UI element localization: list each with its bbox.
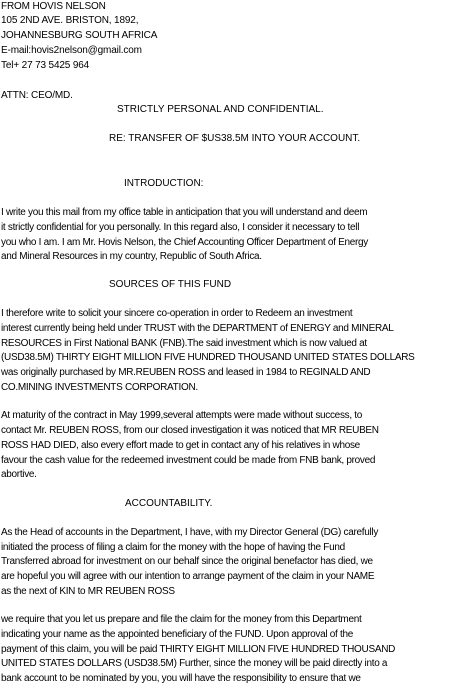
paragraph-line: Transferred abroad for investment on our behalf since the original benefactor has died, we [1, 556, 373, 567]
introduction-heading: INTRODUCTION: [124, 178, 204, 189]
paragraph-line: you who I am. I am Mr. Hovis Nelson, the Chief Accounting Officer Department of Energy [1, 237, 368, 248]
paragraph-line: (USD38.5M) THIRTY EIGHT MILLION FIVE HUNDRED THOUSAND UNITED STATES DOLLARS [1, 352, 415, 363]
paragraph-line: interest currently being held under TRUST with the DEPARTMENT of ENERGY and MINERAL [1, 323, 394, 334]
paragraph-line: was originally purchased by MR.REUBEN ROSS and leased in 1984 to REGINALD AND [1, 367, 371, 378]
paragraph-line: UNITED STATES DOLLARS (USD38.5M) Further, since the money will be paid directly into a [1, 658, 388, 669]
attention-line: ATTN: CEO/MD. [1, 90, 73, 101]
paragraph-line: as the next of KIN to MR REUBEN ROSS [1, 586, 175, 597]
paragraph-line: payment of this claim, you will be paid THIRTY EIGHT MILLION FIVE HUNDRED THOUSAND [1, 644, 396, 655]
paragraph-line: we require that you let us prepare and file the claim for the money from this Department [1, 614, 362, 625]
paragraph-line: CO.MINING INVESTMENTS CORPORATION. [1, 382, 198, 393]
sender-telephone: Tel+ 27 73 5425 964 [1, 60, 90, 71]
subject-line: RE: TRANSFER OF $US38.5M INTO YOUR ACCOUNT. [109, 133, 361, 144]
sender-from: FROM HOVIS NELSON [1, 1, 106, 12]
confidential-heading: STRICTLY PERSONAL AND CONFIDENTIAL. [117, 104, 324, 115]
sender-address-line1: 105 2ND AVE. BRISTON, 1892, [1, 15, 139, 26]
paragraph-line: bank account to be nominated by you, you will have the responsibility to ensure that we [1, 673, 361, 684]
paragraph-line: I therefore write to solicit your sincere co-operation in order to Redeem an investment [1, 308, 353, 319]
paragraph-line: it strictly confidential for you personally. In this regard also, I consider it necessary to tell [1, 222, 360, 233]
sources-heading: SOURCES OF THIS FUND [109, 279, 232, 290]
accountability-heading: ACCOUNTABILITY. [125, 498, 213, 509]
paragraph-line: contact Mr. REUBEN ROSS, from our closed investigation it was noticed that MR REUBEN [1, 425, 379, 436]
paragraph-line: are hopeful you will agree with our intention to arrange payment of the claim in your NAME [1, 571, 375, 582]
paragraph-line: and Mineral Resources in my country, Republic of South Africa. [1, 251, 262, 262]
paragraph-line: As the Head of accounts in the Department, I have, with my Director General (DG) carefully [1, 527, 379, 538]
paragraph-line: At maturity of the contract in May 1999,several attempts were made without success, to [1, 410, 363, 421]
paragraph-line: I write you this mail from my office table in anticipation that you will understand and deem [1, 207, 368, 218]
paragraph-line: favour the cash value for the redeemed investment could be made from FNB bank, proved [1, 455, 376, 466]
paragraph-line: ROSS HAD DIED, also every effort made to get in contact any of his relatives in whose [1, 440, 360, 451]
paragraph-line: indicating your name as the appointed beneficiary of the FUND. Upon approval of the [1, 629, 353, 640]
paragraph-line: initiated the process of filing a claim for the money with the hope of having the Fund [1, 542, 345, 553]
paragraph-line: abortive. [1, 469, 37, 480]
sender-email: E-mail:hovis2nelson@gmail.com [1, 45, 142, 56]
paragraph-line: RESOURCES in First National BANK (FNB).The said investment which is now valued at [1, 338, 367, 349]
sender-address-line2: JOHANNESBURG SOUTH AFRICA [1, 30, 158, 41]
